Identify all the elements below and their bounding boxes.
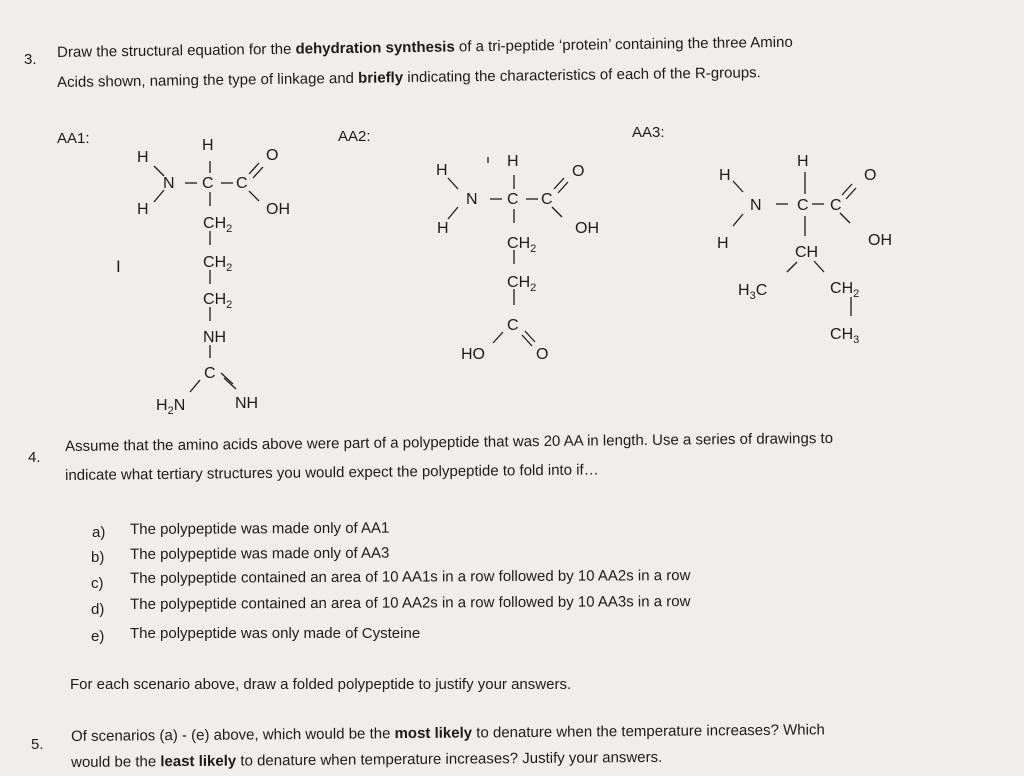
question-4-line-1: Assume that the amino acids above were part of a polypeptide that was 20 AA in length. Use a series of drawings to (65, 429, 834, 455)
question-4-line-2: indicate what tertiary structures you would expect the polypeptide to fold into if… (65, 461, 599, 484)
aa3-label: AA3: (632, 124, 665, 141)
aa3-r-ch3: $CH_3$ (830, 326, 860, 346)
aa3-r-h3c: $H_3C$ (738, 282, 768, 302)
aa1-r-guanidino-c: C (204, 365, 216, 382)
aa2-r-ho: HO (461, 346, 485, 363)
aa3-alpha-h: H (797, 153, 809, 170)
aa1-alpha-c: C (202, 175, 214, 192)
q4-item-d-text: The polypeptide contained an area of 10 AA2s in a row followed by 10 AA3s in a row (130, 593, 691, 613)
q4-item-a-text: The polypeptide was made only of AA1 (130, 519, 390, 538)
aa2-r-ch2-2: $CH_2$ (507, 274, 537, 294)
q3-line1-bold: dehydration synthesis (295, 38, 455, 58)
q4-item-b-text: The polypeptide was made only of AA3 (130, 544, 390, 563)
q3-line1-part-c: of a tri-peptide ‘protein’ containing the three Amino (454, 33, 793, 56)
aa2-amine-n: N (466, 191, 478, 208)
aa1-r-h2n: $H_2N$ (156, 397, 186, 417)
aa3-r-ch: CH (795, 244, 819, 261)
aa2-amine-h-top: H (436, 162, 448, 179)
q5-line1-part-c: to denature when the temperature increases? Which (472, 721, 825, 742)
aa2-r-o: O (536, 346, 549, 363)
aa2-alpha-c: C (507, 191, 519, 208)
q3-line2-part-a: Acids shown, naming the type of linkage and (57, 69, 359, 91)
aa3-carbonyl-o: O (864, 167, 877, 184)
aa3-amine-h-bottom: H (717, 235, 729, 252)
q3-line2-bold: briefly (358, 69, 404, 87)
q4-item-e-text: The polypeptide was only made of Cysteine (130, 625, 421, 642)
aa3-alpha-c: C (797, 197, 809, 214)
aa3-amine-h-top: H (719, 167, 731, 184)
aa1-amine-n: N (163, 175, 175, 192)
aa1-r-nh-terminal: NH (235, 395, 259, 412)
q4-item-c-letter: c) (91, 575, 104, 592)
question-4-number: 4. (28, 449, 41, 466)
aa3-r-ch2: $CH_2$ (830, 280, 860, 300)
aa3-hydroxyl-oh: OH (868, 232, 892, 249)
aa1-hydroxyl-oh: OH (266, 201, 290, 218)
q4-item-c-text: The polypeptide contained an area of 10 AA1s in a row followed by 10 AA2s in a row (130, 567, 691, 587)
question-5-number: 5. (31, 736, 44, 753)
aa2-carbonyl-c: C (541, 191, 553, 208)
q4-item-d-letter: d) (91, 601, 105, 618)
handwritten-i-mark: I (116, 257, 121, 276)
aa1-amine-h-top: H (137, 149, 149, 166)
question-3-number: 3. (24, 51, 37, 68)
q4-item-e-letter: e) (91, 628, 105, 645)
aa2-r-carboxyl-c: C (507, 317, 519, 334)
aa1-amine-h-bottom: H (137, 201, 149, 218)
q5-line1-bold: most likely (394, 724, 473, 743)
structure-bonds (154, 157, 856, 392)
aa1-r-ch2-3: $CH_2$ (203, 291, 233, 311)
question-4-footer: For each scenario above, draw a folded polypeptide to justify your answers. (70, 676, 572, 693)
aa2-amine-h-bottom: H (437, 220, 449, 237)
q4-item-b-letter: b) (91, 549, 105, 566)
aa1-carbonyl-o: O (266, 147, 279, 164)
q4-item-a-letter: a) (92, 524, 106, 541)
q5-line2-bold: least likely (160, 752, 237, 771)
aa1-label: AA1: (57, 130, 90, 147)
aa1-r-ch2-2: $CH_2$ (203, 254, 233, 274)
aa3-carbonyl-c: C (830, 197, 842, 214)
aa1-carbonyl-c: C (236, 175, 248, 192)
aa1-r-nh: NH (203, 329, 227, 346)
aa2-hydroxyl-oh: OH (575, 220, 599, 237)
aa1-alpha-h: H (202, 137, 214, 154)
q3-line1-part-a: Draw the structural equation for the (57, 40, 296, 61)
q5-line2-part-a: would be the (71, 753, 161, 771)
q5-line1-part-a: Of scenarios (a) - (e) above, which would be the (71, 725, 395, 745)
aa2-alpha-h: H (507, 153, 519, 170)
aa2-carbonyl-o: O (572, 163, 585, 180)
q5-line2-part-c: to denature when temperature increases? Justify your answers. (236, 748, 663, 770)
aa2-r-ch2-1: $CH_2$ (507, 235, 537, 255)
aa2-label: AA2: (338, 128, 371, 145)
aa1-r-ch2-1: $CH_2$ (203, 215, 233, 235)
aa3-amine-n: N (750, 197, 762, 214)
q3-line2-part-c: indicating the characteristics of each of the R-groups. (403, 64, 761, 87)
